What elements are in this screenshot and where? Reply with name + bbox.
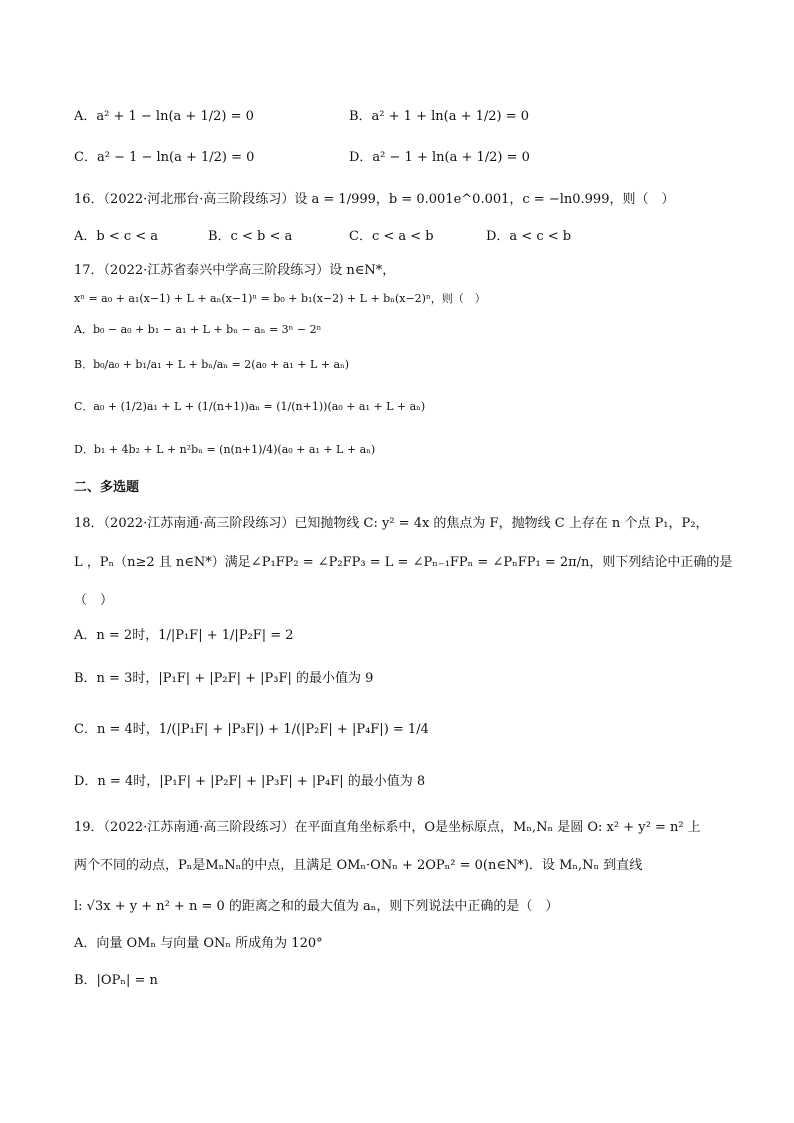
q15-option-a: A．a² + 1 − ln(a + 1/2) = 0 [74, 109, 254, 124]
q18-option-b: B．n = 3时，|P₁F| + |P₂F| + |P₃F| 的最小值为 9 [74, 671, 374, 686]
q19-option-a: A．向量 OMₙ 与向量 ONₙ 所成角为 120° [74, 936, 323, 951]
q18-option-a: A．n = 2时，1/|P₁F| + 1/|P₂F| = 2 [74, 628, 294, 643]
q19-stem-line2: 两个不同的动点，Pₙ是MₙNₙ的中点，且满足 OMₙ·ONₙ + 2OPₙ² = 0(n∈N*)．设 Mₙ,Nₙ 到直线 [74, 858, 643, 873]
q15-option-b: B．a² + 1 + ln(a + 1/2) = 0 [349, 109, 530, 124]
q17-stem: 17．（2022·江苏省泰兴中学高三阶段练习）设 n∈N*， [74, 263, 396, 278]
q19-stem-line1: 19．（2022·江苏南通·高三阶段练习）在平面直角坐标系中，O是坐标原点，Mₙ,Nₙ 是圆 O: x² + y² = n² 上 [74, 820, 701, 835]
q18-option-c: C．n = 4时，1/(|P₁F| + |P₃F|) + 1/(|P₂F| + |P₄F|) = 1/4 [74, 722, 429, 737]
q16-stem: 16．（2022·河北邢台·高三阶段练习）设 a = 1/999，b = 0.001e^0.001，c = −ln0.999，则（ ） [74, 192, 675, 207]
q17-option-c: C．a₀ + (1/2)a₁ + L + (1/(n+1))aₙ = (1/(n+1))(a₀ + a₁ + L + aₙ) [74, 400, 426, 413]
q18-stem-line3: （ ） [74, 593, 114, 608]
q17-option-d: D．b₁ + 4b₂ + L + n²bₙ = (n(n+1)/4)(a₀ + a₁ + L + aₙ) [74, 443, 376, 456]
q16-option-b: B．c < b < a [208, 229, 293, 244]
q16-option-a: A．b < c < a [74, 229, 159, 244]
q18-option-d: D．n = 4时，|P₁F| + |P₂F| + |P₃F| + |P₄F| 的最小值为 8 [74, 774, 426, 789]
q17-expansion: xⁿ = a₀ + a₁(x−1) + L + aₙ(x−1)ⁿ = b₀ + b₁(x−2) + L + bₙ(x−2)ⁿ，则（ ） [74, 292, 486, 305]
q15-option-c: C．a² − 1 − ln(a + 1/2) = 0 [74, 150, 255, 165]
q19-option-b: B．|OPₙ| = n [74, 973, 158, 988]
q16-option-c: C．c < a < b [349, 229, 434, 244]
q18-stem-line1: 18．（2022·江苏南通·高三阶段练习）已知抛物线 C: y² = 4x 的焦点为 F，抛物线 C 上存在 n 个点 P₁，P₂， [74, 516, 709, 531]
q17-option-a: A．b₀ − a₀ + b₁ − a₁ + L + bₙ − aₙ = 3ⁿ − 2ⁿ [74, 323, 322, 336]
q15-option-d: D．a² − 1 + ln(a + 1/2) = 0 [349, 150, 530, 165]
q18-stem-line2: L ，Pₙ（n≥2 且 n∈N*）满足∠P₁FP₂ = ∠P₂FP₃ = L = ∠Pₙ₋₁FPₙ = ∠PₙFP₁ = 2π/n，则下列结论中正确的是 [74, 555, 733, 570]
q16-option-d: D．a < c < b [486, 229, 572, 244]
q19-stem-line3: l: √3x + y + n² + n = 0 的距离之和的最大值为 aₙ，则下列说法中正确的是（ ） [74, 899, 559, 914]
section-title: 二、多选题 [74, 480, 140, 495]
q17-option-b: B．b₀/a₀ + b₁/a₁ + L + bₙ/aₙ = 2(a₀ + a₁ + L + aₙ) [74, 358, 350, 371]
